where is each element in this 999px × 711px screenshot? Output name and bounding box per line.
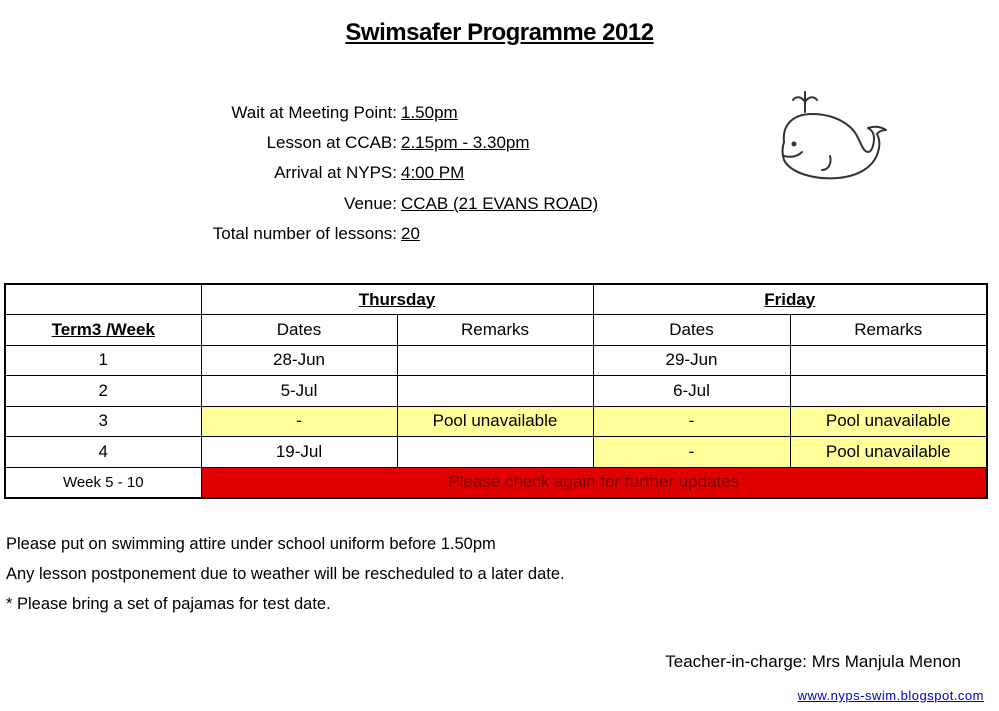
thu-remark-cell — [397, 437, 593, 468]
corner-cell — [5, 284, 201, 315]
week-cell: 2 — [5, 376, 201, 407]
fri-date-cell: - — [593, 437, 790, 468]
update-notice-cell: Please check again for further updates — [201, 467, 987, 498]
note-line: Please put on swimming attire under school uniform before 1.50pm — [6, 535, 496, 553]
term-week-header: Term3 /Week — [5, 315, 201, 346]
fri-date-cell: - — [593, 406, 790, 437]
thursday-header: Thursday — [201, 284, 593, 315]
dates-header: Dates — [201, 315, 397, 346]
note-line: * Please bring a set of pajamas for test date. — [6, 595, 331, 613]
info-label: Wait at Meeting Point: — [231, 103, 397, 122]
thu-remark-cell — [397, 345, 593, 376]
fri-remark-cell — [790, 345, 987, 376]
schedule-table — [4, 283, 988, 499]
info-value: 20 — [401, 224, 420, 243]
info-value: 2.15pm - 3.30pm — [401, 133, 530, 152]
dates-header: Dates — [593, 315, 790, 346]
teacher-in-charge: Teacher-in-charge: Mrs Manjula Menon — [665, 652, 961, 671]
table-row — [5, 284, 987, 315]
info-row-venue — [0, 194, 999, 222]
thu-date-cell: 19-Jul — [201, 437, 397, 468]
thu-remark-cell — [397, 376, 593, 407]
week-cell: 3 — [5, 406, 201, 437]
info-value: 1.50pm — [401, 103, 458, 122]
table-row — [5, 315, 987, 346]
week-range-cell: Week 5 - 10 — [5, 467, 201, 498]
notes-block — [6, 533, 565, 623]
thu-date-cell: 5-Jul — [201, 376, 397, 407]
page-title: Swimsafer Programme 2012 — [345, 19, 654, 46]
fri-date-cell: 6-Jul — [593, 376, 790, 407]
info-value: CCAB (21 EVANS ROAD) — [401, 194, 599, 213]
remarks-header: Remarks — [790, 315, 987, 346]
week-cell: 1 — [5, 345, 201, 376]
week-cell: 4 — [5, 437, 201, 468]
table-row — [5, 467, 987, 498]
friday-header: Friday — [593, 284, 987, 315]
fri-remark-cell — [790, 376, 987, 407]
thu-date-cell: 28-Jun — [201, 345, 397, 376]
fri-date-cell: 29-Jun — [593, 345, 790, 376]
whale-icon — [772, 90, 892, 186]
fri-remark-cell: Pool unavailable — [790, 406, 987, 437]
table-row — [5, 376, 987, 407]
info-value: 4:00 PM — [401, 163, 465, 182]
thu-date-cell: - — [201, 406, 397, 437]
fri-remark-cell: Pool unavailable — [790, 437, 987, 468]
info-label: Lesson at CCAB: — [266, 133, 397, 152]
thu-remark-cell: Pool unavailable — [397, 406, 593, 437]
info-label: Venue: — [344, 194, 397, 213]
remarks-header: Remarks — [397, 315, 593, 346]
note-line: Any lesson postponement due to weather will be rescheduled to a later date. — [6, 565, 565, 583]
table-row — [5, 406, 987, 437]
website-link[interactable]: www.nyps-swim.blogspot.com — [797, 688, 984, 703]
table-row — [5, 345, 987, 376]
info-label: Total number of lessons: — [212, 224, 397, 243]
info-label: Arrival at NYPS: — [274, 163, 397, 182]
info-row-total — [0, 224, 999, 252]
table-row — [5, 437, 987, 468]
